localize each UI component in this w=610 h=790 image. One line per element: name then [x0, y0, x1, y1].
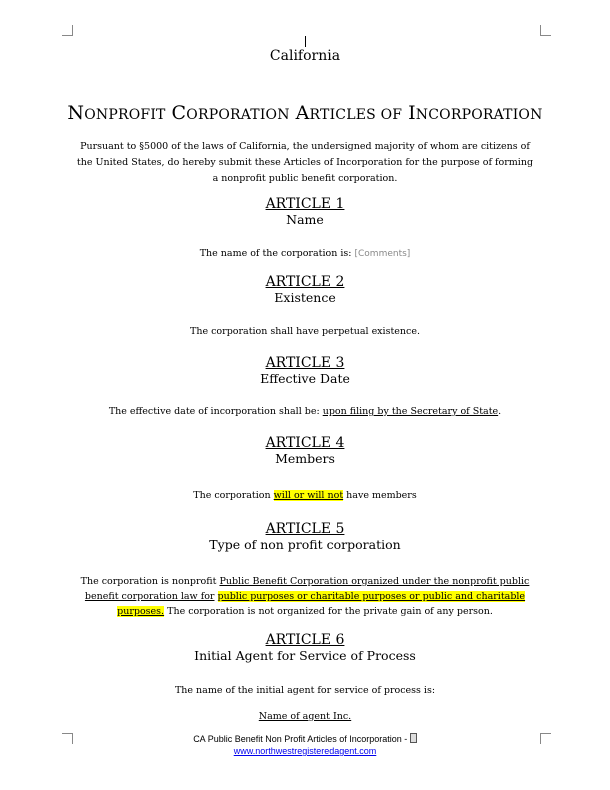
members-field[interactable]: will or will not — [273, 490, 344, 501]
purpose-field[interactable]: public purposes or charitable purposes or public and charitable purposes. — [117, 591, 526, 617]
state-heading[interactable]: California — [269, 48, 341, 64]
footer-link[interactable]: www.northwestregisteredagent.com — [233, 746, 377, 756]
article-subtitle[interactable]: Name — [286, 212, 324, 227]
footer-line — [60, 733, 550, 745]
article-subtitle[interactable]: Effective Date — [260, 371, 350, 386]
article-4-text[interactable] — [60, 488, 550, 503]
intro-paragraph[interactable]: Pursuant to §5000 of the laws of California, the undersigned majority of whom are citizens of the United States, do hereby submit these Articles of Incorporation for the purpose of forming a nonprofit public benefit corporation. — [76, 141, 534, 184]
footer-text: CA Public Benefit Non Profit Articles of Incorporation - — [193, 734, 408, 744]
article-heading[interactable]: ARTICLE 1 — [265, 196, 345, 212]
article-5 — [60, 521, 550, 552]
article-heading[interactable]: ARTICLE 3 — [265, 355, 345, 371]
title-letter: N — [67, 102, 85, 124]
article-6-text[interactable]: The name of the initial agent for service of process is: — [174, 685, 436, 696]
body-text: The corporation is nonprofit — [80, 576, 217, 587]
article-3 — [60, 355, 550, 386]
title-letter: A — [295, 102, 310, 124]
article-3-text[interactable] — [60, 404, 550, 419]
article-heading[interactable]: ARTICLE 6 — [265, 632, 345, 648]
punctuation: . — [498, 406, 502, 417]
comments-field[interactable]: [Comments] — [354, 249, 411, 259]
crop-mark-top-left — [62, 25, 73, 36]
document-title[interactable] — [60, 102, 550, 124]
corporation-type-field[interactable]: Public Benefit Corporation organized under the nonprofit public benefit corporation law for — [84, 576, 530, 602]
agent-name-line[interactable] — [60, 709, 550, 724]
article-heading[interactable]: ARTICLE 5 — [265, 521, 345, 537]
article-6 — [60, 632, 550, 663]
title-word: NCORPORATION — [415, 107, 543, 123]
effective-date-field[interactable]: upon filing by the Secretary of State — [322, 406, 499, 417]
title-word: ORPORATION — [186, 107, 290, 123]
article-subtitle[interactable]: Existence — [274, 290, 336, 305]
body-text: The corporation — [193, 490, 271, 501]
article-1-text[interactable] — [60, 246, 550, 262]
agent-name-field[interactable]: Name of agent Inc. — [258, 711, 352, 722]
article-2-text[interactable]: The corporation shall have perpetual existence. — [190, 326, 420, 337]
text-cursor — [305, 36, 306, 47]
article-4 — [60, 435, 550, 466]
article-heading[interactable]: ARTICLE 4 — [265, 435, 345, 451]
page-number-field-icon[interactable] — [410, 733, 417, 743]
body-text: The name of the corporation is: — [199, 248, 352, 259]
article-5-text[interactable] — [80, 574, 530, 619]
article-heading[interactable]: ARTICLE 2 — [265, 274, 345, 290]
body-text: The effective date of incorporation shall be: — [108, 406, 320, 417]
crop-mark-top-right — [540, 25, 551, 36]
article-subtitle[interactable]: Type of non profit corporation — [209, 537, 401, 552]
title-word: RTICLES OF — [309, 107, 403, 123]
article-subtitle[interactable]: Initial Agent for Service of Process — [194, 648, 416, 663]
article-1 — [60, 196, 550, 227]
article-subtitle[interactable]: Members — [275, 451, 335, 466]
page-footer — [60, 733, 550, 757]
title-letter: C — [171, 102, 187, 124]
title-letter: I — [408, 102, 416, 124]
body-text: The corporation is not organized for the private gain of any person. — [167, 606, 493, 617]
title-word: ONPROFIT — [84, 107, 166, 123]
article-2 — [60, 274, 550, 305]
body-text: have members — [346, 490, 417, 501]
